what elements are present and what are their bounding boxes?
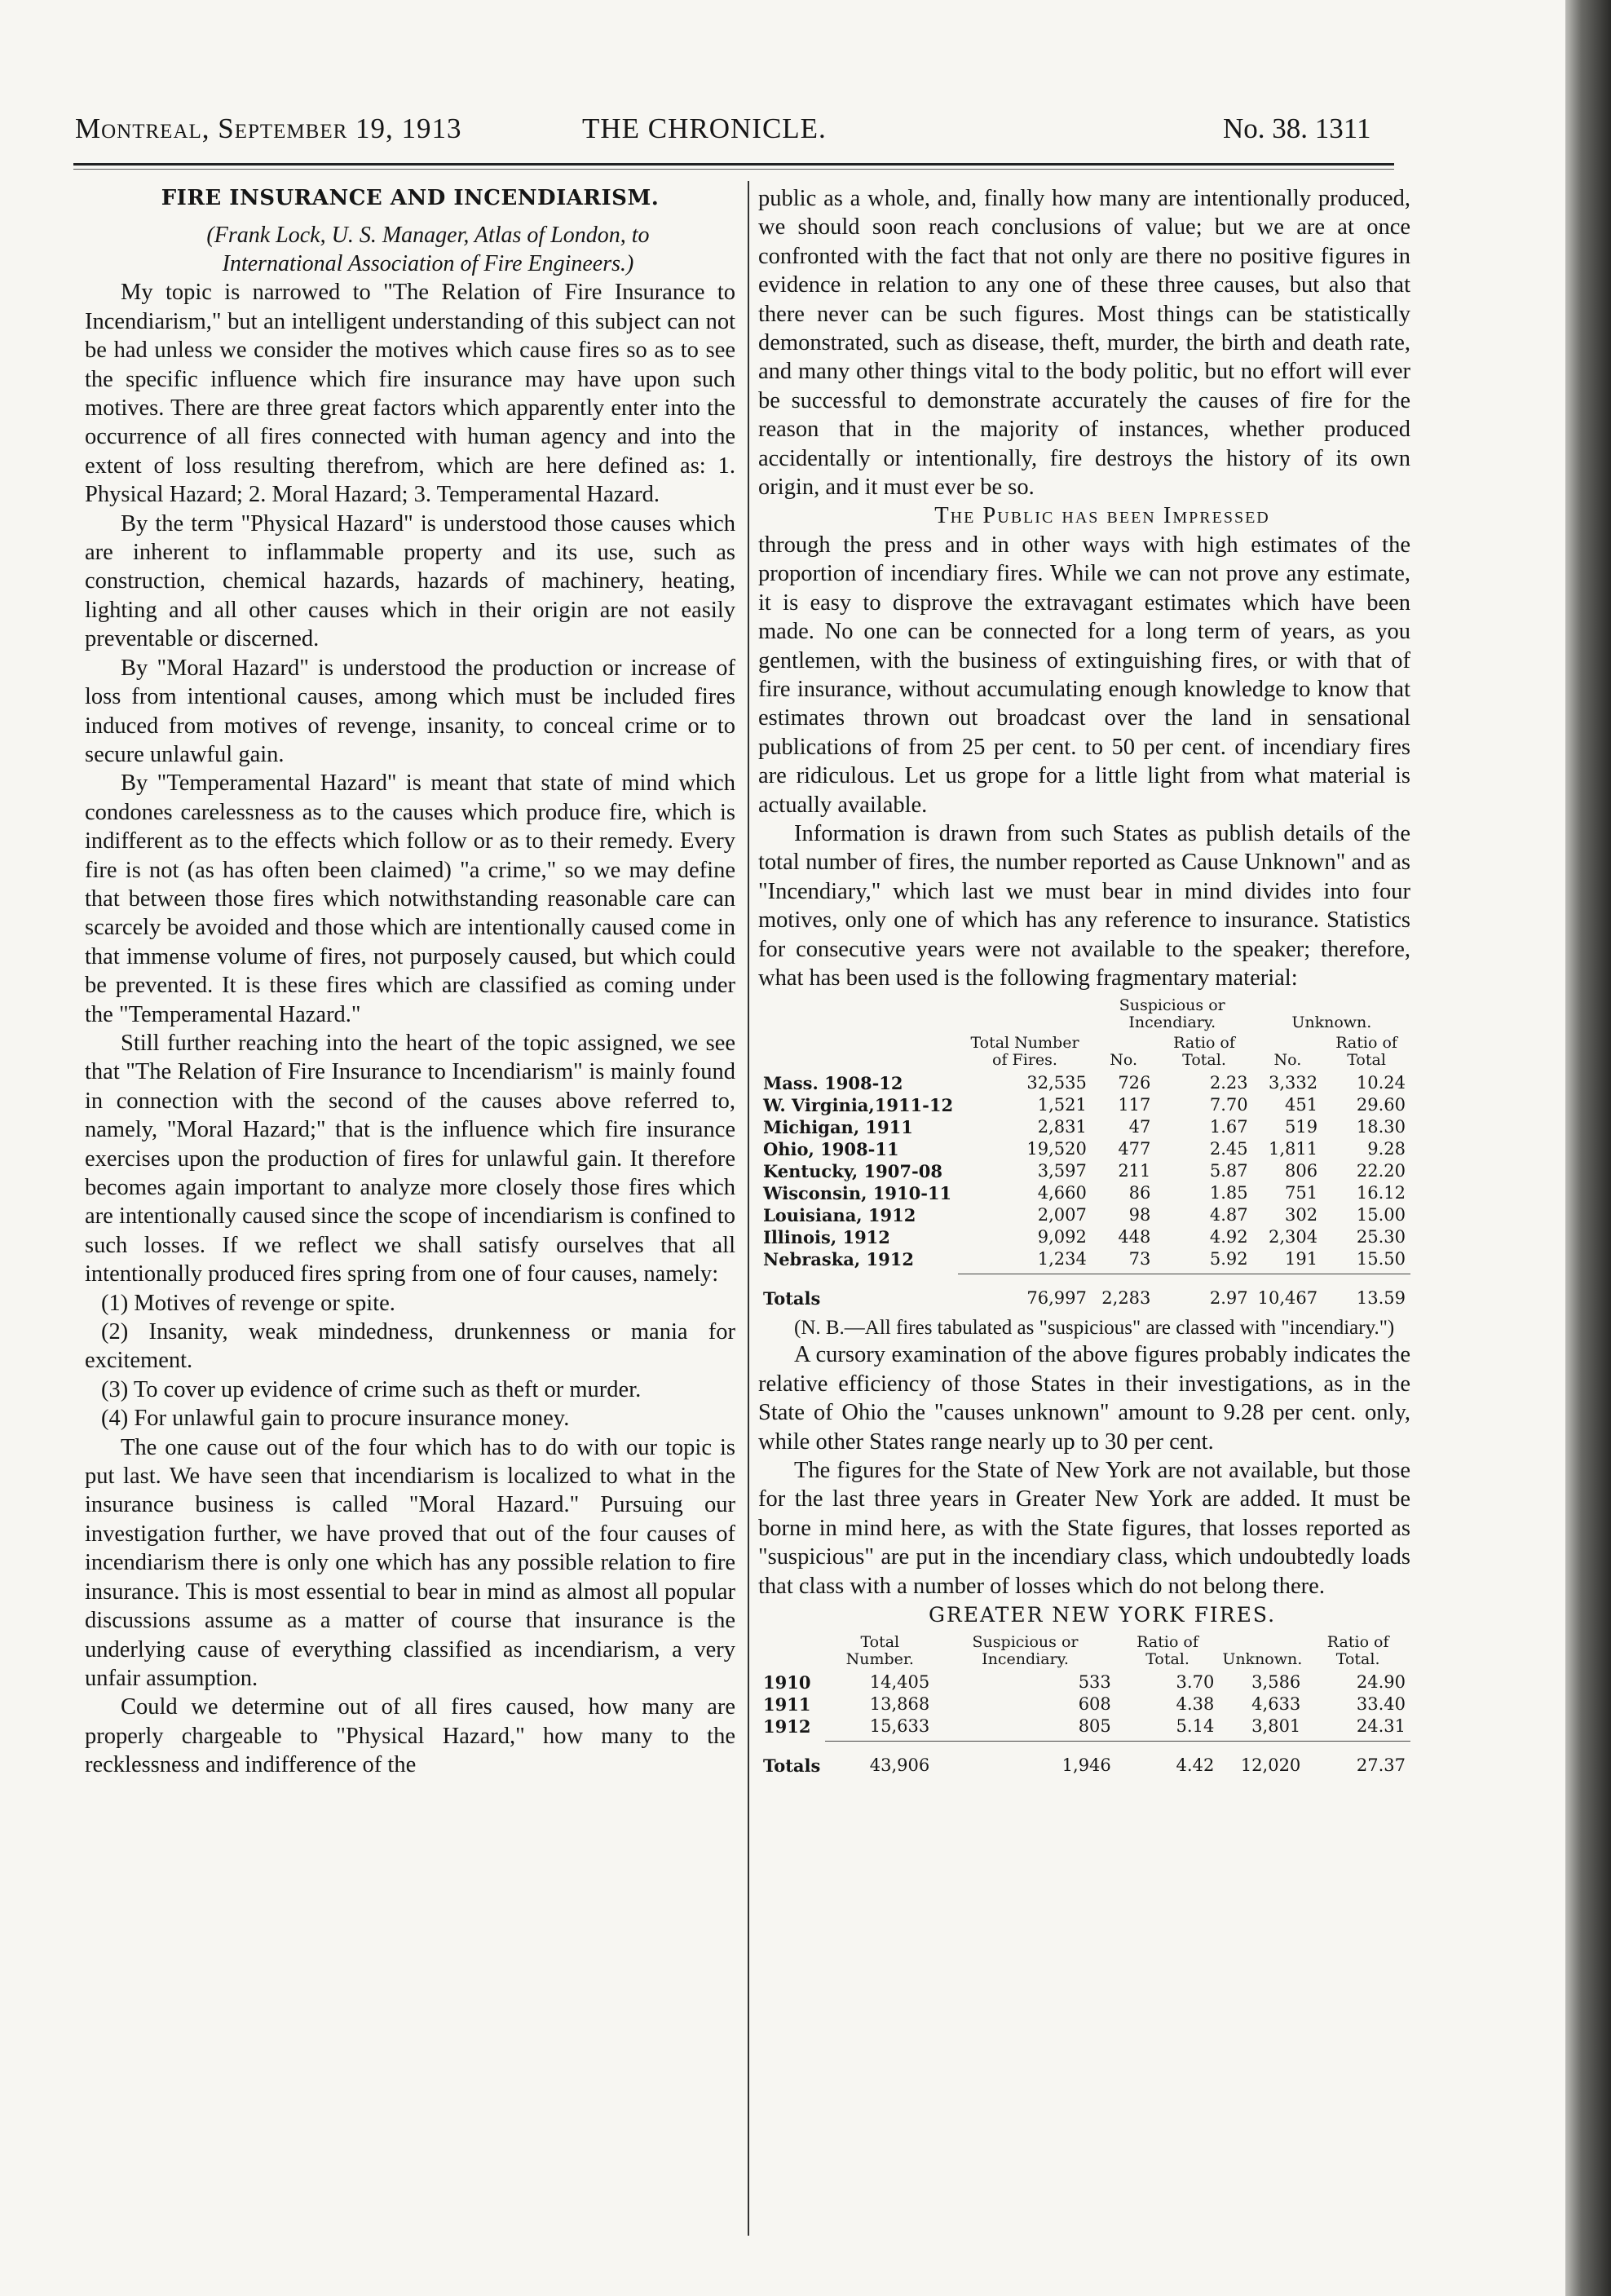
- table-cell: 98: [1128, 1205, 1151, 1225]
- table-cell: 43,906: [869, 1755, 930, 1776]
- table-row: [758, 1182, 1410, 1204]
- table-cell: Totals: [763, 1755, 821, 1777]
- table-cell: Louisiana, 1912: [763, 1205, 916, 1226]
- header-cell: Ratio of Total.: [1137, 1633, 1198, 1669]
- section-subhead: The Public has been Impressed: [934, 503, 1270, 529]
- table-cell: 1,234: [1037, 1249, 1087, 1269]
- paragraph: By "Moral Hazard" is understood the production or increase of loss from intentional causes, among which must be included fires induced from motives of revenge, insanity, to conceal crime or to secure unlawful gain.: [85, 655, 735, 767]
- table-cell: 29.60: [1356, 1095, 1406, 1115]
- header-cell: Suspicious or Incendiary.: [972, 1633, 1079, 1669]
- table-cell: 533: [1078, 1672, 1111, 1693]
- table-cell: 16.12: [1356, 1183, 1406, 1203]
- table-cell: 806: [1285, 1161, 1318, 1181]
- table-cell: 2.45: [1209, 1139, 1248, 1159]
- article-title: FIRE INSURANCE AND INCENDIARISM.: [161, 186, 660, 210]
- table-cell: 805: [1078, 1716, 1111, 1737]
- ny-table-title: GREATER NEW YORK FIRES.: [928, 1603, 1277, 1627]
- table-cell: 7.70: [1209, 1095, 1248, 1115]
- table-cell: 47: [1128, 1117, 1151, 1137]
- table-cell: 191: [1285, 1249, 1318, 1269]
- table-cell: 1912: [763, 1716, 811, 1737]
- paragraph: The one cause out of the four which has to do with our topic is put last. We have seen that incendiarism is localized to what in the insurance business is called "Moral Hazard." Pursuing our investigation further, we have proved that out of the four causes of incendiarism there is only one which has any possible relation to fire insurance. This is most essential to bear in mind as almost all popular discussions assume as a matter of course that insurance is the underlying cause of everything classified as incendiarism, a very unfair assumption.: [85, 1434, 735, 1691]
- table-cell: 1910: [763, 1672, 811, 1693]
- paragraph: through the press and in other ways with high estimates of the proportion of incendiary fires. While we can not prove any estimate, it is easy to disprove the extravagant estimates which have been made. No one can be connected for a long term of years, as you gentlemen, with the business of extinguishing fires, or with that of fire insurance, without accumulating enough knowledge to know that estimates thrown out broadcast over the land in sensational publications of from 25 per cent. to 50 per cent. of incendiary fires are ridiculous. Let us grope for a little light from what material is actually available.: [758, 532, 1410, 818]
- table-cell: 117: [1118, 1095, 1151, 1115]
- table-cell: 608: [1078, 1694, 1111, 1715]
- table-cell: 448: [1118, 1227, 1151, 1247]
- header-cell: Total Number of Fires.: [970, 1034, 1079, 1070]
- table-cell: 2.23: [1209, 1073, 1248, 1093]
- header-cell: Ratio of Total.: [1173, 1034, 1235, 1070]
- table-cell: 27.37: [1356, 1755, 1406, 1776]
- table-cell: 14,405: [869, 1672, 930, 1693]
- table-row: [758, 1226, 1410, 1248]
- table-cell: 1911: [763, 1694, 811, 1715]
- table-cell: 4.38: [1176, 1694, 1215, 1715]
- table-cell: 3.70: [1176, 1672, 1215, 1693]
- table-cell: Ohio, 1908-11: [763, 1139, 899, 1160]
- header-cell: [758, 997, 958, 1072]
- table-cell: 25.30: [1356, 1227, 1406, 1247]
- header-cell: Unknown.: [1222, 1650, 1303, 1669]
- table-cell: 3,586: [1251, 1672, 1301, 1693]
- table-cell: Nebraska, 1912: [763, 1249, 914, 1270]
- header-rule: [73, 163, 1394, 166]
- table-cell: 1.85: [1209, 1183, 1248, 1203]
- table-cell: 10.24: [1356, 1073, 1406, 1093]
- table-cell: 9.28: [1367, 1139, 1406, 1159]
- header-cell: Ratio of Total: [1335, 1034, 1397, 1070]
- table-cell: 4.42: [1176, 1755, 1215, 1776]
- table-cell: Michigan, 1911: [763, 1117, 913, 1138]
- table-row: [758, 1160, 1410, 1182]
- table-cell: Wisconsin, 1910-11: [763, 1183, 952, 1204]
- list-item: (4) For unlawful gain to procure insurance money.: [101, 1406, 570, 1432]
- table-cell: 15,633: [869, 1716, 930, 1737]
- paragraph: A cursory examination of the above figures probably indicates the relative efficiency of those States in their investigations, as in the State of Ohio the "causes unknown" amount to 9.28 per cent. only, while other States range nearly up to 30 per cent.: [758, 1342, 1410, 1455]
- table-cell: 2.97: [1209, 1288, 1248, 1309]
- table-cell: Kentucky, 1907-08: [763, 1161, 942, 1182]
- table-row: [758, 1248, 1410, 1270]
- table-cell: 18.30: [1356, 1117, 1406, 1137]
- paragraph: public as a whole, and, finally how many are intentionally produced, we should soon reach conclusions of value; but we are at once confronted with the fact that not only are there no positive figures in evidence in relation to any one of these three causes, but also that there never can be such figures. Most things can be statistically demonstrated, such as disease, theft, murder, the birth and death rate, and many other things vital to the body politic, but no effort will ever be successful to demonstrate accurately the causes of fire for the reason that in the majority of instances, whether produced accidentally or intentionally, fire destroys the history of its own origin, and it must ever be so.: [758, 186, 1410, 501]
- book-spine: [1565, 0, 1611, 2296]
- list-item: (3) To cover up evidence of crime such as theft or murder.: [101, 1376, 642, 1402]
- table-cell: 1,811: [1269, 1139, 1318, 1159]
- list-item: (1) Motives of revenge or spite.: [101, 1290, 395, 1316]
- table-cell: 302: [1285, 1205, 1318, 1225]
- paragraph: By the term "Physical Hazard" is understood those causes which are inherent to inflammable property and its use, such as construction, chemical hazards, hazards of machinery, heating, lighting and all other causes which in their origin are not easily preventable or discerned.: [85, 510, 735, 652]
- table-cell: 519: [1285, 1117, 1318, 1137]
- header-cell: Unknown.: [1291, 1013, 1372, 1032]
- table-cell: 13,868: [869, 1694, 930, 1715]
- table-cell: 3,801: [1251, 1716, 1301, 1737]
- table-totals-row: [758, 1742, 1410, 1777]
- table-cell: 24.31: [1356, 1716, 1406, 1737]
- table-cell: 726: [1118, 1073, 1151, 1093]
- table-cell: 5.14: [1176, 1716, 1215, 1737]
- table-cell: 2,283: [1101, 1288, 1151, 1309]
- table-cell: 86: [1128, 1183, 1151, 1203]
- column-divider: [748, 181, 749, 2236]
- table-cell: 13.59: [1356, 1288, 1406, 1309]
- paragraph: Could we determine out of all fires caused, how many are properly chargeable to "Physical Hazard," how many to the recklessness and indifference of the: [85, 1694, 735, 1778]
- right-column: [758, 184, 1410, 1783]
- table-cell: 3,332: [1269, 1073, 1318, 1093]
- table-row: [758, 1116, 1410, 1138]
- table-row: [758, 1715, 1410, 1737]
- header-cell: Ratio of Total.: [1326, 1633, 1389, 1669]
- table-totals-row: [758, 1274, 1410, 1310]
- table-cell: Mass. 1908-12: [763, 1073, 903, 1094]
- article-byline: International Association of Fire Engineers.): [222, 251, 634, 277]
- table-row: [758, 1138, 1410, 1160]
- table-cell: 2,007: [1037, 1205, 1087, 1225]
- table-cell: 32,535: [1026, 1073, 1087, 1093]
- ny-table: [758, 1634, 1410, 1777]
- table-cell: 24.90: [1356, 1672, 1406, 1693]
- table-cell: 4.92: [1209, 1227, 1248, 1247]
- states-table: [758, 997, 1410, 1309]
- table-cell: 211: [1118, 1161, 1151, 1181]
- table-cell: 3,597: [1037, 1161, 1087, 1181]
- table-note: (N. B.—All fires tabulated as "suspicious" are classed with "incendiary."): [794, 1317, 1395, 1340]
- header-cell: No.: [1273, 1051, 1302, 1070]
- table-cell: 22.20: [1356, 1161, 1406, 1181]
- table-cell: 15.50: [1356, 1249, 1406, 1269]
- table-row: [758, 1094, 1410, 1116]
- header-cell: [758, 1634, 825, 1671]
- article-byline: (Frank Lock, U. S. Manager, Atlas of London, to: [206, 223, 650, 249]
- table-cell: 1.67: [1209, 1117, 1248, 1137]
- table-cell: 451: [1285, 1095, 1318, 1115]
- table-cell: Totals: [763, 1288, 821, 1309]
- table-cell: 1,521: [1037, 1095, 1087, 1115]
- table-cell: W. Virginia,1911-12: [763, 1095, 954, 1116]
- table-row: [758, 1072, 1410, 1094]
- table-row: [758, 1693, 1410, 1715]
- list-item: (2) Insanity, weak mindedness, drunkenness or mania for excitement.: [85, 1319, 735, 1374]
- table-row: [758, 1671, 1410, 1693]
- table-cell: 2,831: [1037, 1117, 1087, 1137]
- table-cell: 10,467: [1257, 1288, 1318, 1309]
- table-cell: 12,020: [1240, 1755, 1301, 1776]
- header-cell: No.: [1110, 1051, 1138, 1070]
- table-cell: 33.40: [1356, 1694, 1406, 1715]
- table-cell: 4,660: [1037, 1183, 1087, 1203]
- table-cell: 76,997: [1026, 1288, 1087, 1309]
- table-cell: 15.00: [1356, 1205, 1406, 1225]
- paragraph: My topic is narrowed to "The Relation of Fire Insurance to Incendiarism," but an intelligent understanding of this subject can not be had unless we consider the motives which cause fires so as to see the specific influence which fire insurance may have upon such motives. There are three great factors which apparently enter into the occurrence of all fires connected with human agency and into the extent of loss resulting therefrom, which are here defined as: 1. Physical Hazard; 2. Moral Hazard; 3. Temperamental Hazard.: [85, 280, 735, 508]
- header-cell: Total Number.: [845, 1633, 914, 1669]
- table-cell: 9,092: [1037, 1227, 1087, 1247]
- paragraph: Still further reaching into the heart of the topic assigned, we see that "The Relation of Fire Insurance to Incendiarism" is mainly found in connection with the second of the causes above referred to, namely, "Moral Hazard;" that is the influence which fire insurance exercises upon the production of fires for unlawful gain. It therefore becomes again important to analyze more closely those fires which are intentionally caused since the scope of incendiarism is confined to such losses. If we reflect we shall satisfy ourselves that all intentionally produced fires spring from one of four causes, namely:: [85, 1030, 735, 1287]
- header-rule-thin: [73, 169, 1394, 170]
- table-cell: 19,520: [1026, 1139, 1087, 1159]
- table-cell: 2,304: [1269, 1227, 1318, 1247]
- header-cell: Suspicious or Incendiary.: [1119, 996, 1225, 1032]
- paragraph: By "Temperamental Hazard" is meant that state of mind which condones carelessness as to the causes which produce fire, which is indifferent as to the effects which follow or as to their remedy. Every fire is not (as has often been claimed) "a crime," so we may define that between those fires which notwithstanding reasonable care can scarcely be avoided and those which are intentionally caused come in that immense volume of fires, not purposely caused, but which could be prevented. It is these fires which are classified as coming under the "Temperamental Hazard.": [85, 770, 735, 1027]
- left-column: [85, 184, 735, 1780]
- table-cell: 4.87: [1209, 1205, 1248, 1225]
- table-cell: 5.92: [1209, 1249, 1248, 1269]
- table-cell: 1,946: [1061, 1755, 1111, 1776]
- table-cell: 751: [1285, 1183, 1318, 1203]
- header-issue-page: No. 38. 1311: [1223, 113, 1371, 144]
- paragraph: Information is drawn from such States as publish details of the total number of fires, the number reported as Cause Unknown" and as "Incendiary," which last we must bear in mind divides into four motives, only one of which has any reference to insurance. Statistics for consecutive years were not available to the speaker; therefore, what has been used is the following fragmentary material:: [758, 820, 1410, 991]
- table-cell: 477: [1118, 1139, 1151, 1159]
- paragraph: The figures for the State of New York are not available, but those for the last three years in Greater New York are added. It must be borne in mind here, as with the State figures, that losses reported as "suspicious" are put in the incendiary class, which undoubtedly loads that class with a number of losses which do not belong there.: [758, 1458, 1410, 1599]
- table-row: [758, 1204, 1410, 1226]
- table-cell: 5.87: [1209, 1161, 1248, 1181]
- header-publication: THE CHRONICLE.: [582, 113, 827, 144]
- causes-list: [85, 1289, 735, 1433]
- table-cell: 73: [1128, 1249, 1151, 1269]
- table-cell: 4,633: [1251, 1694, 1301, 1715]
- table-cell: Illinois, 1912: [763, 1227, 890, 1248]
- header-date: Montreal, September 19, 1913: [75, 113, 462, 144]
